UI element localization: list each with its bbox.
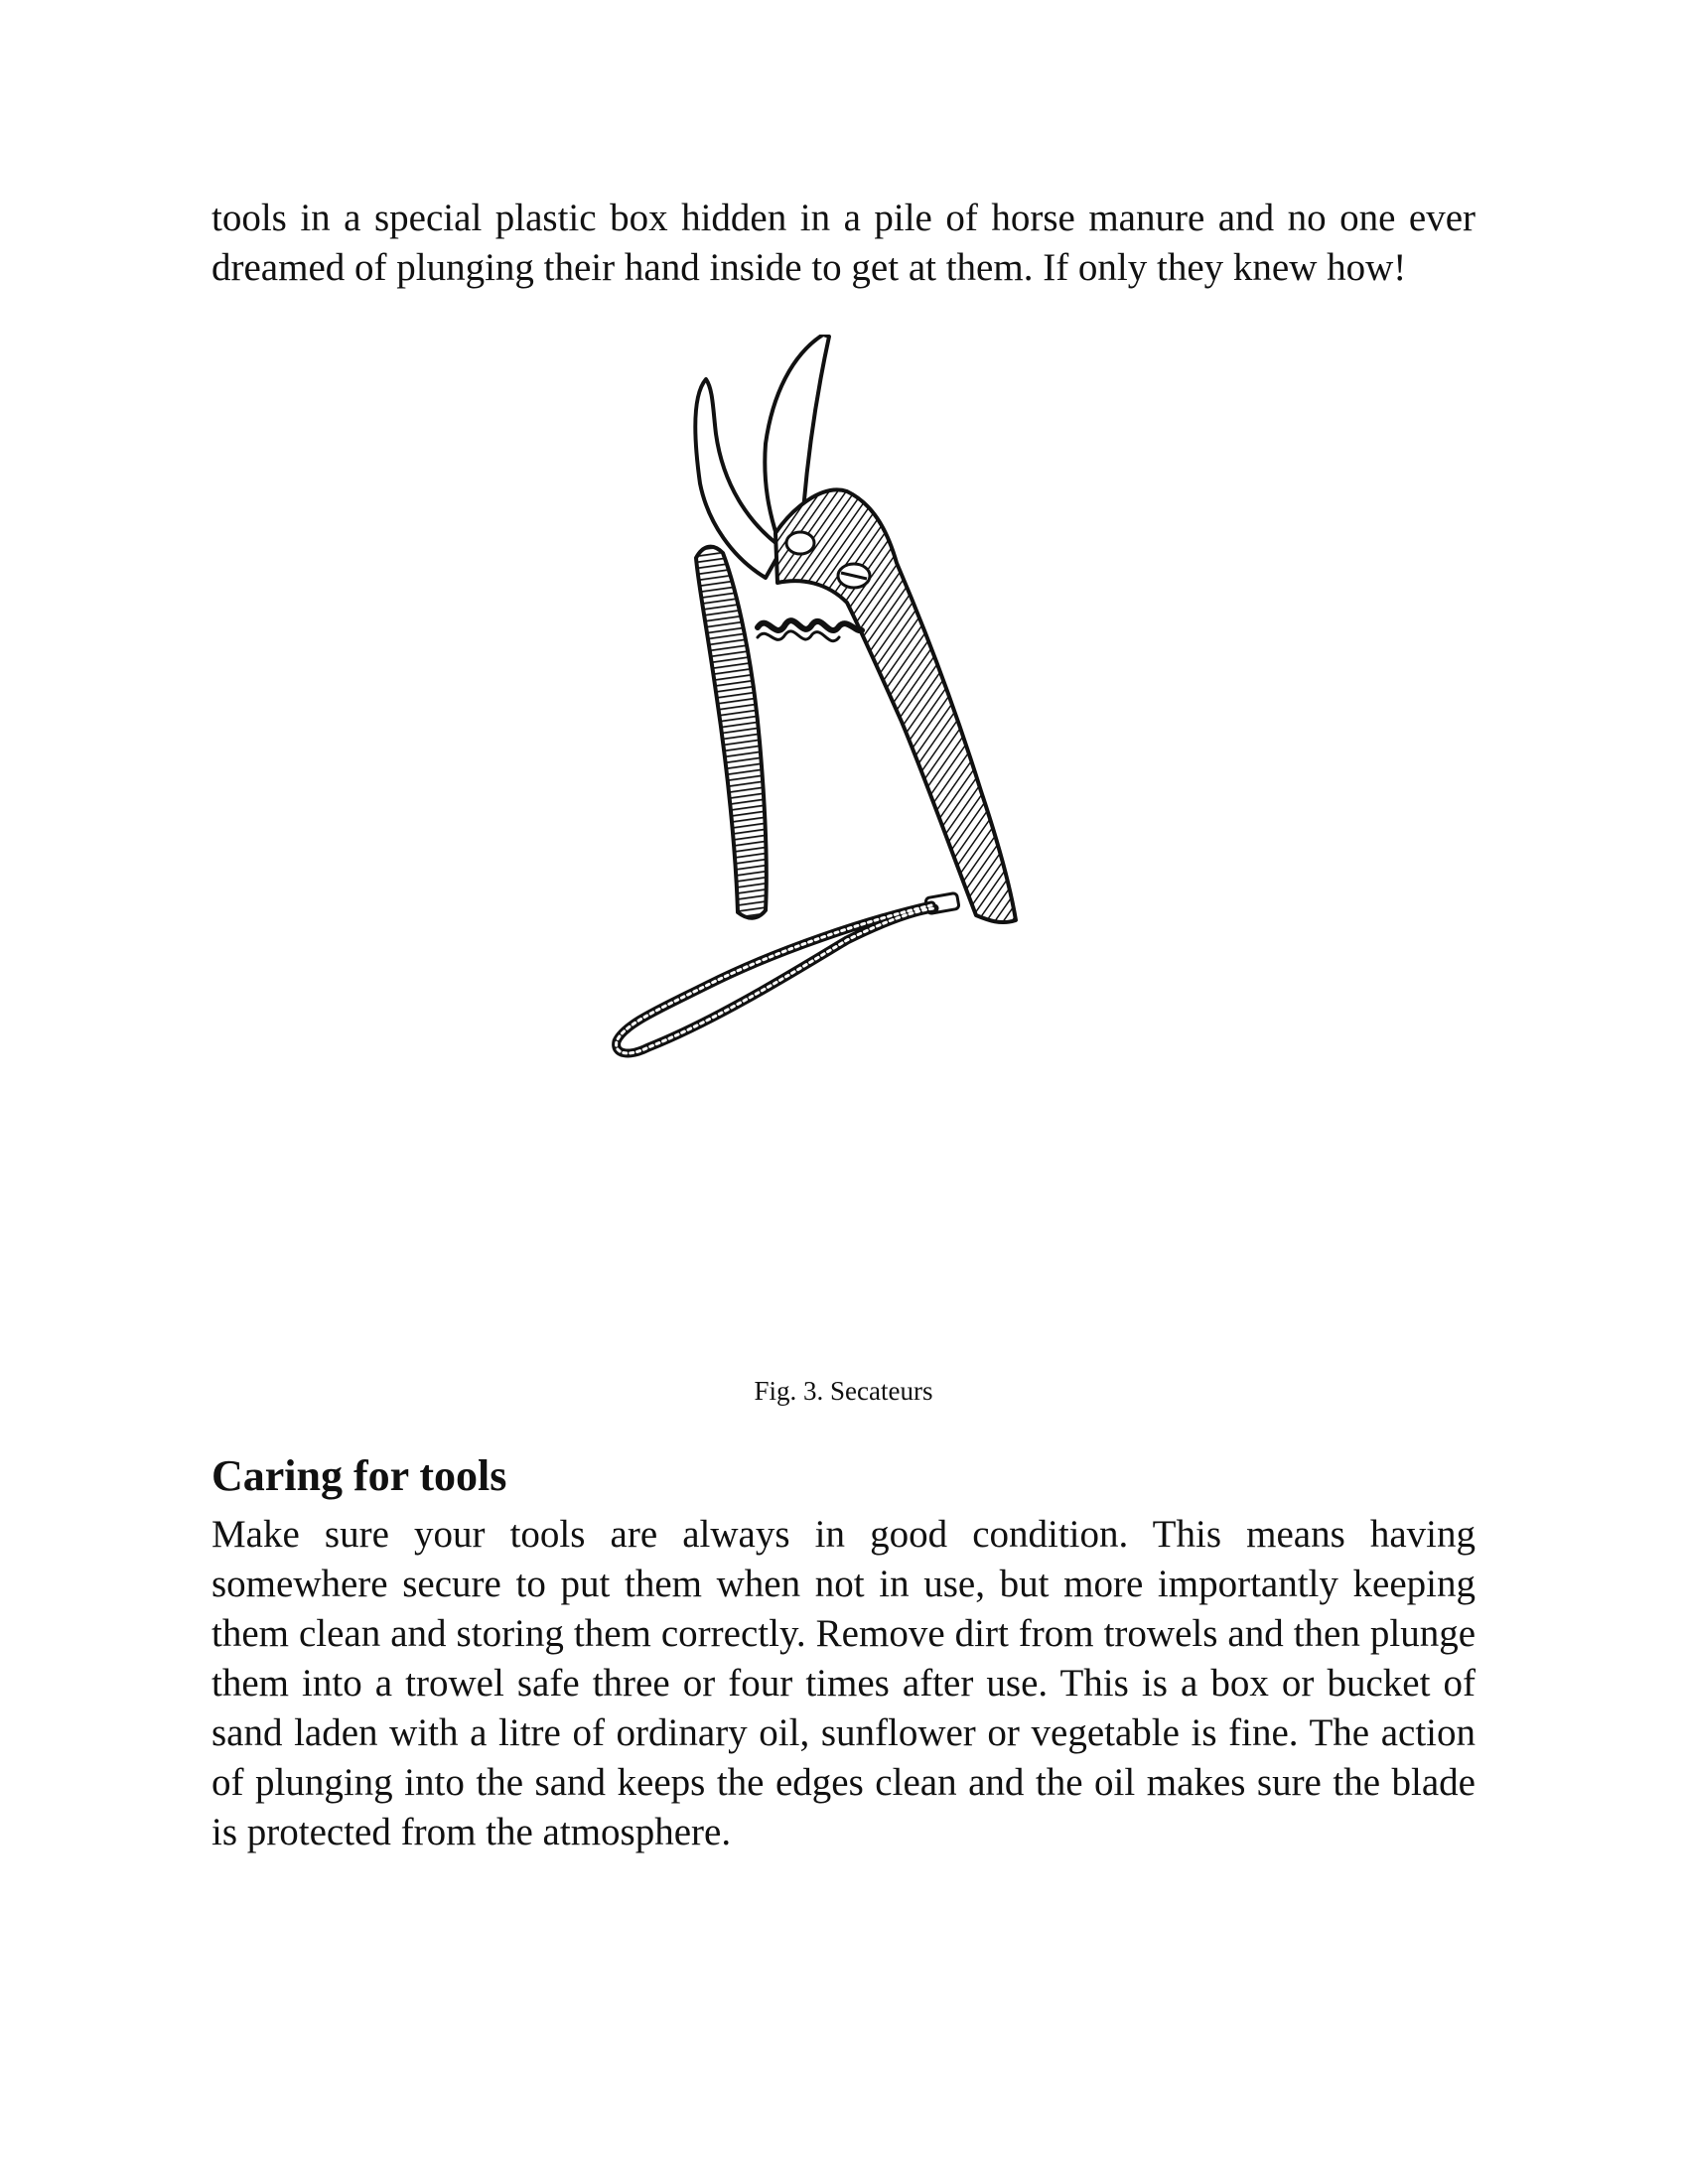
figure-caption: Fig. 3. Secateurs	[754, 1376, 933, 1406]
figure	[211, 335, 1476, 1406]
secateurs-illustration	[599, 335, 1115, 1327]
document-page	[211, 194, 1476, 1857]
section-heading: Caring for tools	[211, 1451, 507, 1500]
section-body-paragraph: Make sure your tools are always in good condition. This means having somewhere secure to put them when not in use, but more importantly keeping them clean and storing them correctly. Remove dirt from trowels and then plunge them into a trowel safe three or four times after use. This is a box or bucket of sand laden with a litre of ordinary oil, sunflower or vegetable is fine. The action of plunging into the sand keeps the edges clean and the oil makes sure the blade is protected from the atmosphere.	[211, 1513, 1476, 1853]
intro-paragraph: tools in a special plastic box hidden in a pile of horse manure and no one ever dreamed of plunging their hand inside to get at them. If only they knew how!	[211, 197, 1476, 289]
